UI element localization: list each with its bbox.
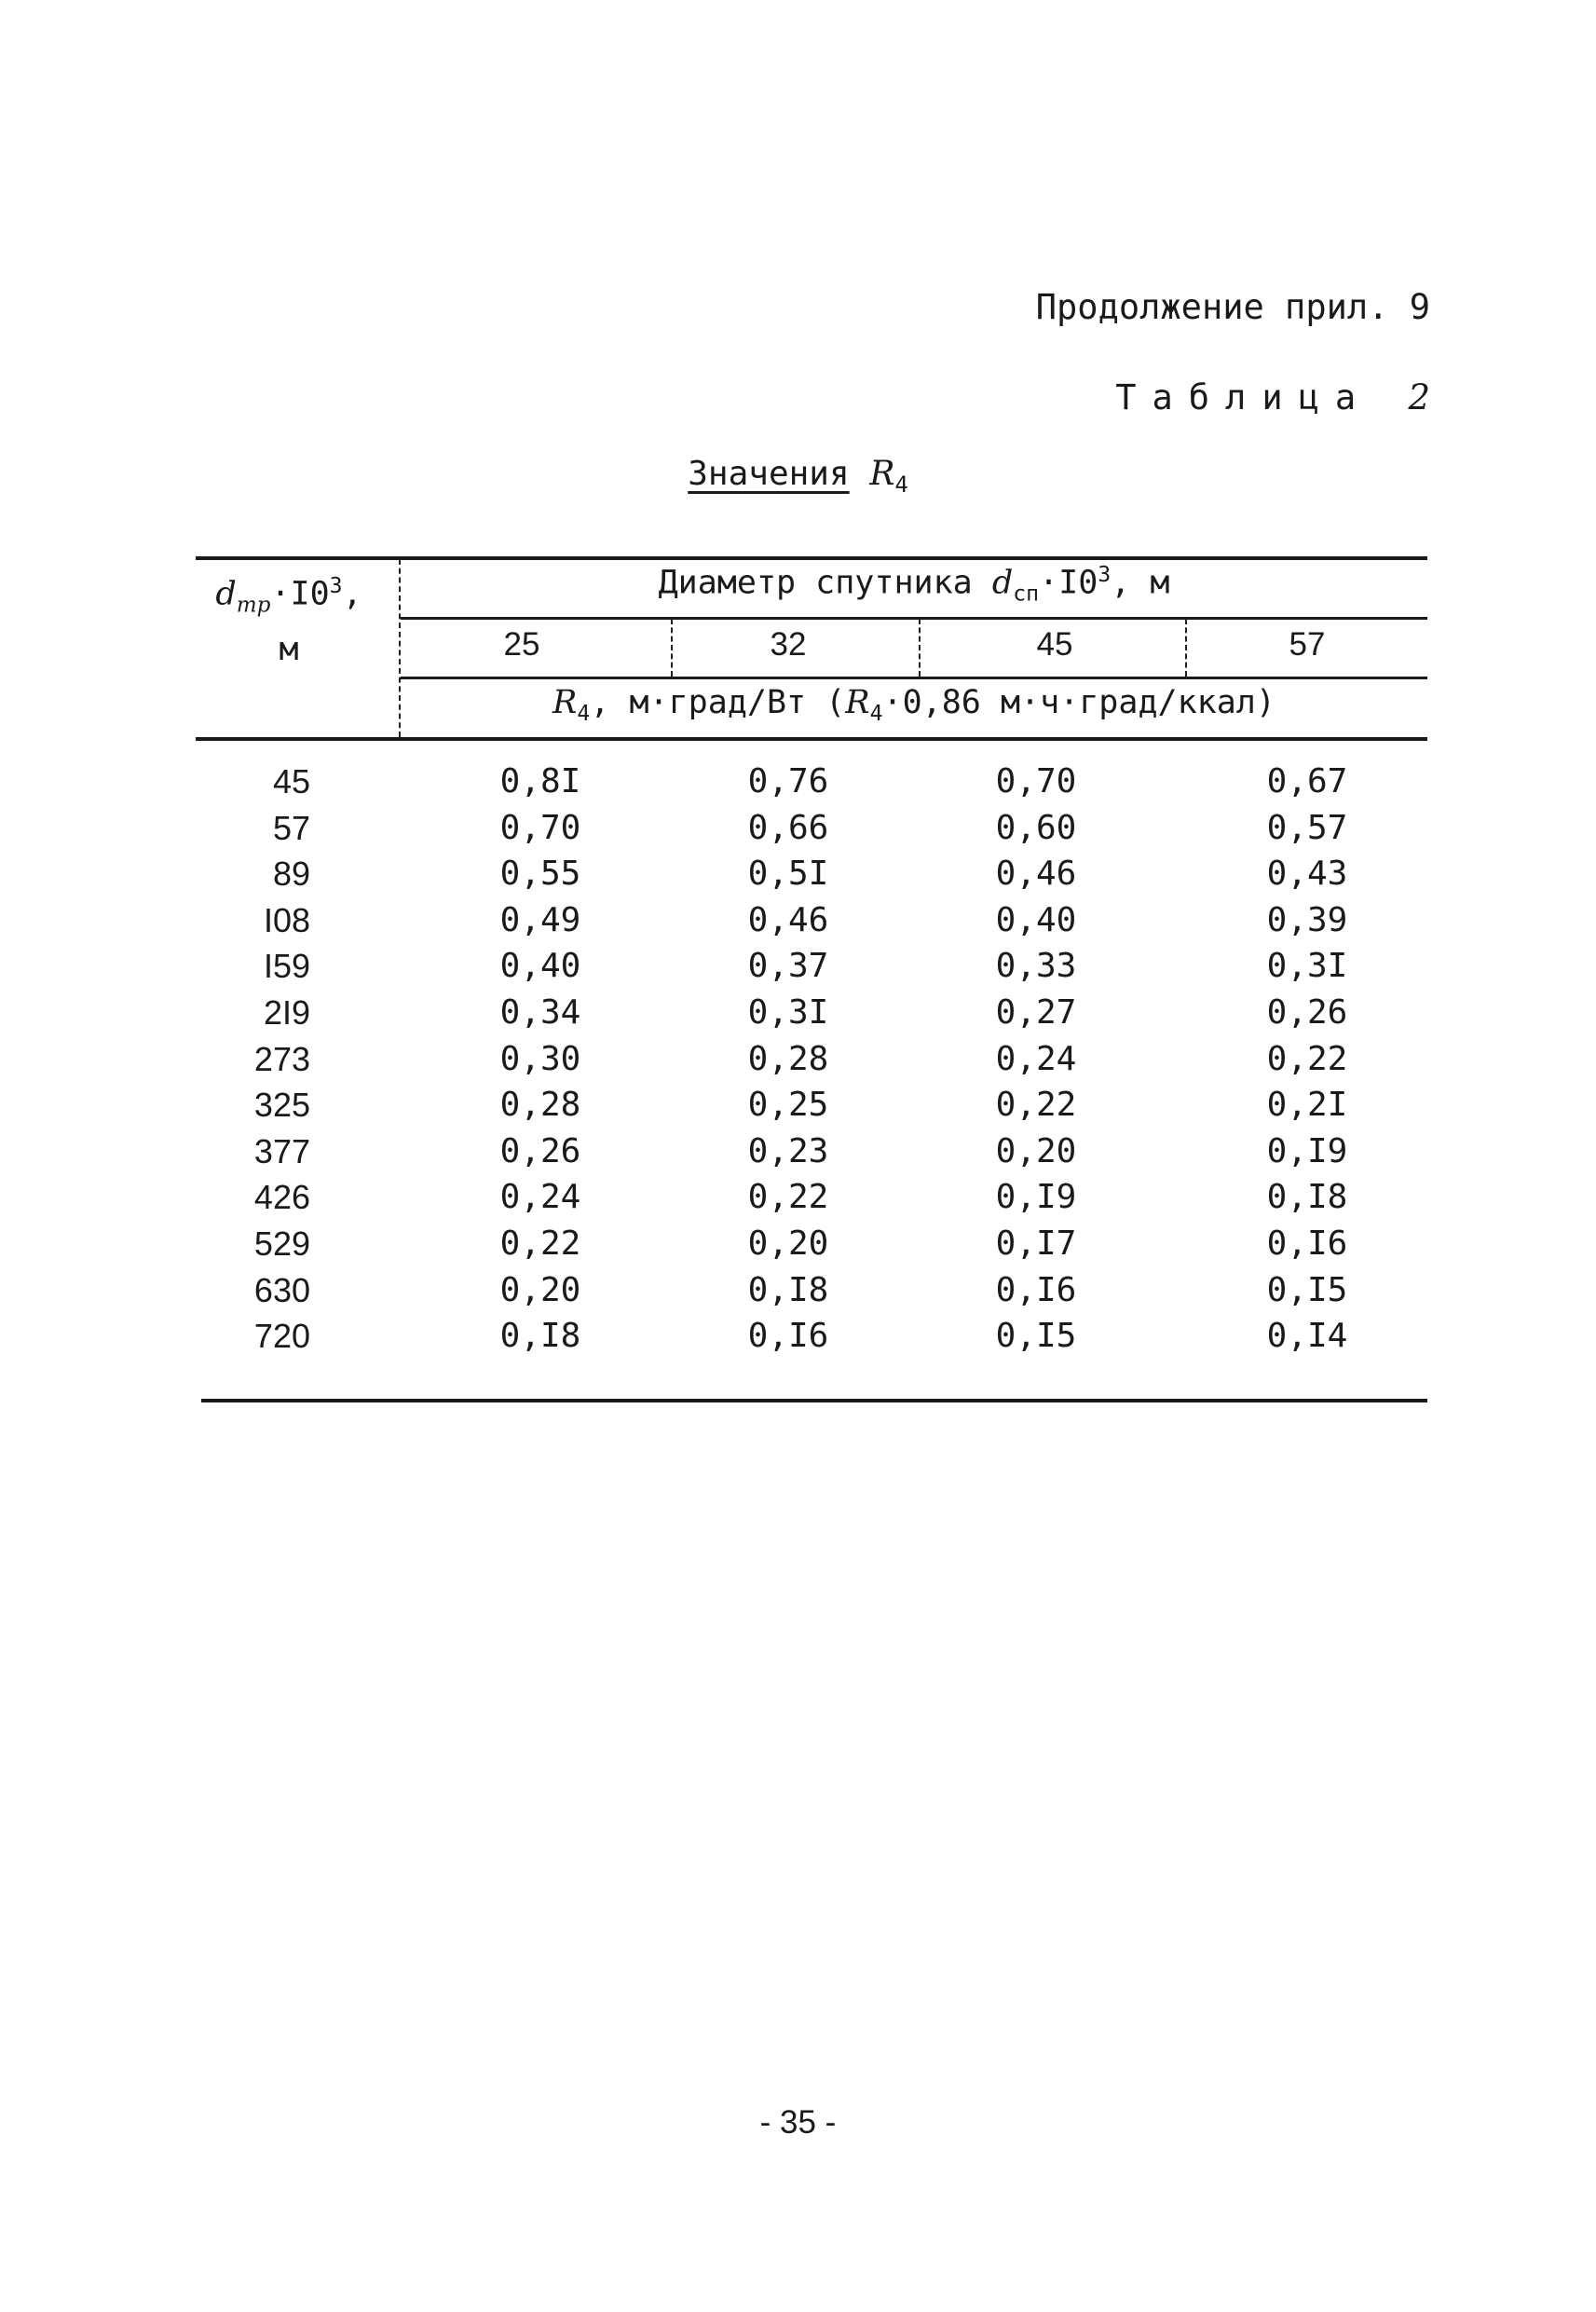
r4-value-cell: 0,I9 [1266,1132,1348,1170]
r4-value-cell: 0,27 [995,993,1077,1032]
r4-value-cell: 0,I8 [1266,1178,1348,1216]
units-text: , м·град/Вт ( [590,684,846,721]
group-header-subscript: сп [1013,581,1040,607]
pipe-diameter-cell: I59 [263,947,310,985]
pipe-diameter-cell: 89 [272,855,310,893]
r4-value-cell: 0,34 [499,993,581,1032]
table-title-text: Значения [688,455,850,493]
r4-value-cell: 0,I8 [747,1271,829,1309]
r4-value-cell: 0,40 [499,947,581,985]
pipe-diameter-cell: 377 [253,1132,310,1170]
page-number: - 35 - [759,2104,837,2141]
r4-value-cell: 0,30 [499,1040,581,1078]
r4-value-cell: 0,66 [747,809,829,847]
r4-value-cell: 0,20 [499,1271,581,1309]
table-title [0,455,1596,498]
stub-header-subscript: тр [236,593,271,618]
units-text-alt: ·0,86 м·ч·град/ккал) [882,684,1275,721]
r4-value-cell: 0,8I [499,762,581,800]
table-row [0,809,1596,854]
r4-value-cell: 0,I6 [747,1317,829,1355]
r4-value-cell: 0,2I [1266,1086,1348,1124]
r4-value-cell: 0,22 [1266,1040,1348,1078]
r4-value-cell: 0,5I [747,855,829,893]
r4-value-cell: 0,39 [1266,901,1348,939]
table-row [0,1224,1596,1269]
column-header-25: 25 [503,626,540,663]
r4-value-cell: 0,46 [747,901,829,939]
header-bottom-rule [196,737,1427,741]
r4-value-cell: 0,26 [499,1132,581,1170]
r4-value-cell: 0,23 [747,1132,829,1170]
r4-value-cell: 0,3I [747,993,829,1032]
group-header-prefix: Диаметр спутника [658,564,973,602]
r4-value-cell: 0,I6 [995,1271,1077,1309]
r4-value-cell: 0,I9 [995,1178,1077,1216]
units-row [401,684,1427,726]
r4-value-cell: 0,76 [747,762,829,800]
r4-value-cell: 0,22 [747,1178,829,1216]
r4-value-cell: 0,28 [499,1086,581,1124]
r4-value-cell: 0,I5 [1266,1271,1348,1309]
r4-value-cell: 0,57 [1266,809,1348,847]
r4-value-cell: 0,70 [499,809,581,847]
units-subscript-alt: 4 [869,702,883,726]
table-title-subscript: 4 [894,472,908,499]
group-header-rule [401,617,1427,620]
table-row [0,901,1596,946]
pipe-diameter-cell: 630 [253,1271,310,1309]
column-separator [919,619,921,677]
r4-value-cell: 0,22 [499,1224,581,1263]
r4-value-cell: 0,22 [995,1086,1077,1124]
pipe-diameter-cell: 57 [272,809,310,847]
column-separator [1185,619,1187,677]
r4-value-cell: 0,I6 [1266,1224,1348,1263]
table-row [0,855,1596,899]
group-header-unit: , м [1111,564,1170,602]
table-label [1115,377,1430,417]
pipe-diameter-cell: 325 [253,1086,310,1124]
pipe-diameter-cell: 720 [253,1317,310,1355]
r4-value-cell: 0,60 [995,809,1077,847]
r4-value-cell: 0,26 [1266,993,1348,1032]
units-symbol: R [552,684,578,721]
units-symbol-alt: R [845,684,870,721]
pipe-diameter-cell: 2I9 [263,993,310,1032]
r4-value-cell: 0,49 [499,901,581,939]
stub-header-suffix: , [342,575,362,613]
r4-value-cell: 0,25 [747,1086,829,1124]
table-number: 2 [1408,377,1430,417]
continuation-note: Продолжение прил. 9 [1035,287,1430,327]
pipe-diameter-cell: 45 [272,762,310,800]
r4-value-cell: 0,46 [995,855,1077,893]
column-header-32: 32 [770,626,807,663]
table-row [0,1132,1596,1177]
table-top-rule [196,556,1427,560]
column-separator [671,619,673,677]
table-row [0,1040,1596,1085]
pipe-diameter-cell: 529 [253,1224,310,1263]
table-row [0,1178,1596,1223]
units-subscript: 4 [577,702,591,726]
table-row [0,1086,1596,1130]
r4-value-cell: 0,20 [995,1132,1077,1170]
r4-value-cell: 0,24 [995,1040,1077,1078]
table-row [0,993,1596,1038]
r4-value-cell: 0,70 [995,762,1077,800]
stub-header-unit: м [279,631,299,668]
r4-value-cell: 0,37 [747,947,829,985]
stub-header [196,574,382,618]
stub-header-symbol: d [215,575,237,613]
column-header-45: 45 [1036,626,1073,663]
group-header-power: 3 [1098,563,1112,587]
table-bottom-rule [201,1399,1427,1402]
r4-value-cell: 0,33 [995,947,1077,985]
r4-value-cell: 0,20 [747,1224,829,1263]
r4-value-cell: 0,I4 [1266,1317,1348,1355]
r4-value-cell: 0,3I [1266,947,1348,985]
r4-value-cell: 0,I7 [995,1224,1077,1263]
r4-value-cell: 0,55 [499,855,581,893]
column-header-57: 57 [1289,626,1326,663]
group-header-symbol: d [991,564,1014,602]
r4-value-cell: 0,67 [1266,762,1348,800]
table-row [0,1317,1596,1361]
stub-header-power: 3 [329,574,343,598]
column-header-rule [401,677,1427,679]
table-row [0,1271,1596,1316]
group-header-multiplier: ·I0 [1039,564,1098,602]
pipe-diameter-cell: I08 [263,901,310,939]
pipe-diameter-cell: 426 [253,1178,310,1216]
r4-value-cell: 0,28 [747,1040,829,1078]
stub-header-multiplier: ·I0 [270,575,330,613]
table-row [0,947,1596,992]
table-label-text: Таблица [1115,377,1372,417]
group-header [401,563,1427,607]
r4-value-cell: 0,I8 [499,1317,581,1355]
r4-value-cell: 0,40 [995,901,1077,939]
pipe-diameter-cell: 273 [253,1040,310,1078]
r4-value-cell: 0,43 [1266,855,1348,893]
table-row [0,762,1596,807]
r4-value-cell: 0,I5 [995,1317,1077,1355]
table-title-symbol: R [869,455,895,493]
r4-value-cell: 0,24 [499,1178,581,1216]
